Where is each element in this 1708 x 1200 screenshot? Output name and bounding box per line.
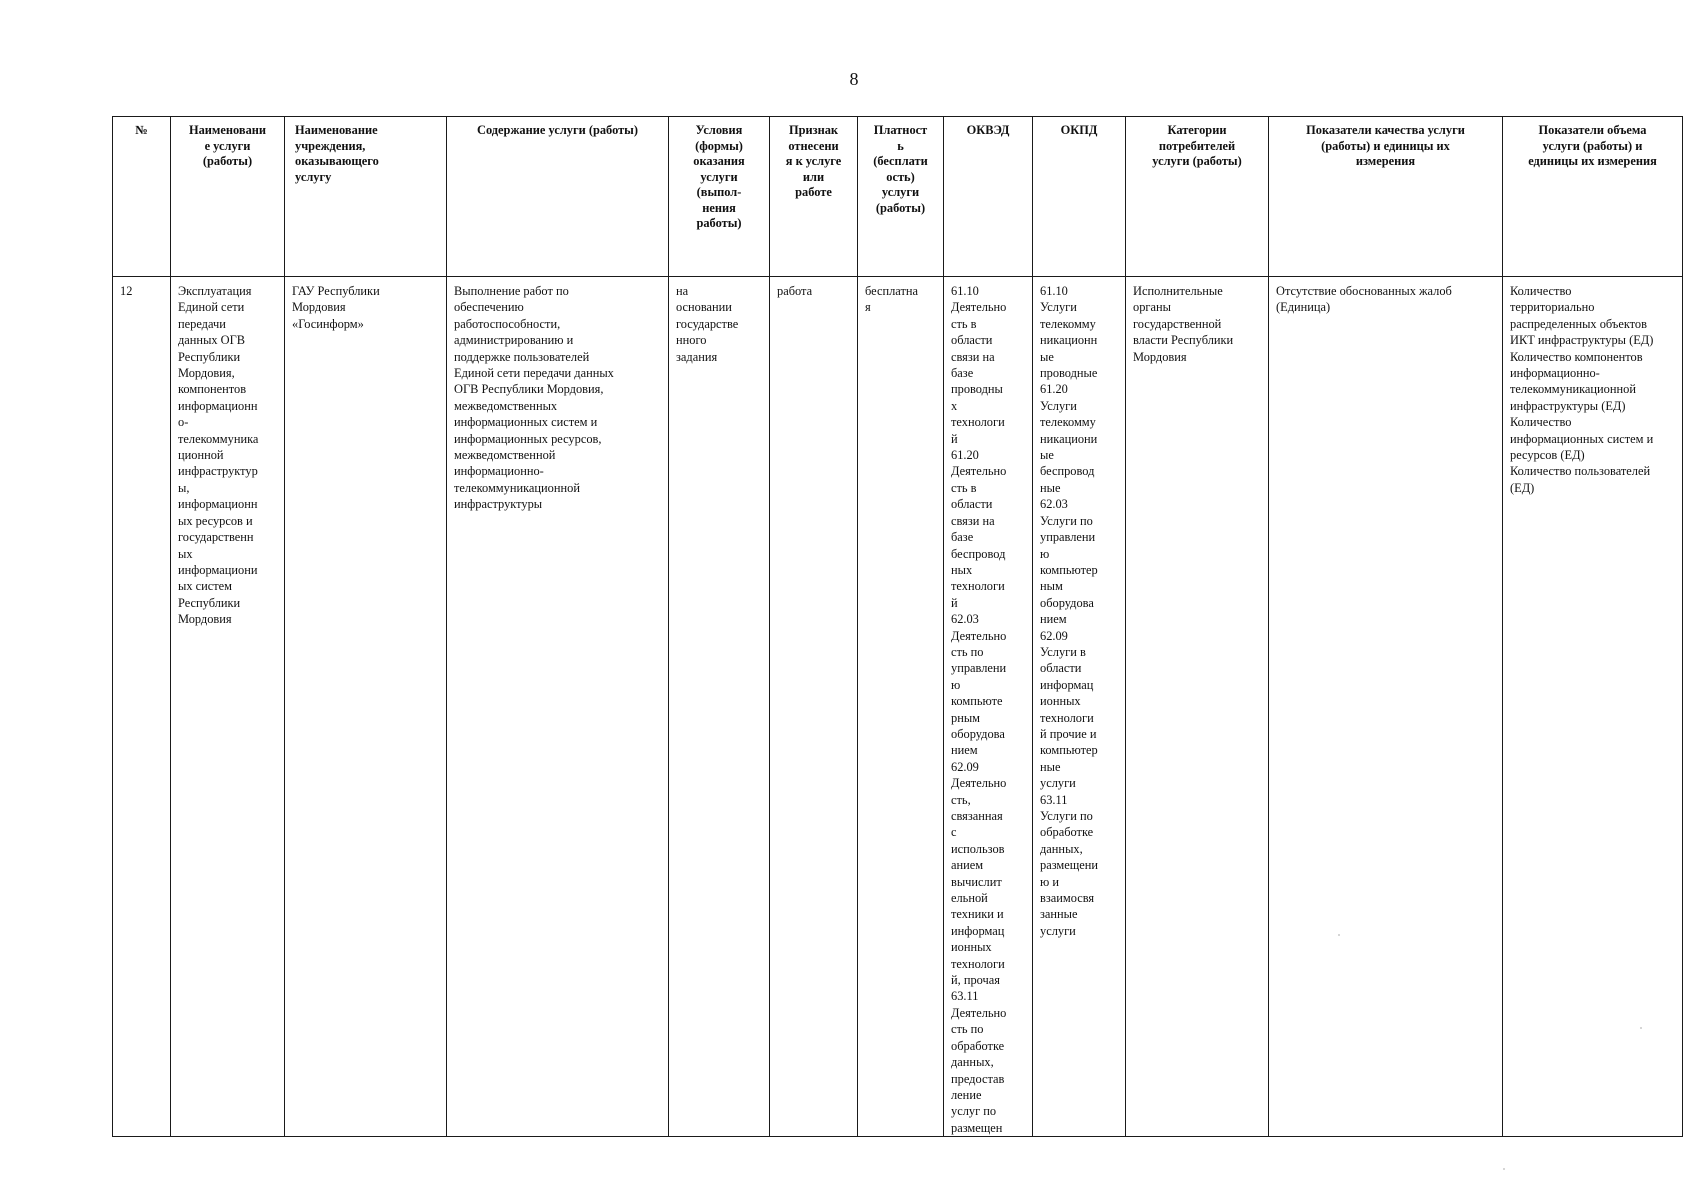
cell-text-line: нного: [676, 333, 707, 348]
cell-text: [951, 283, 1029, 1136]
cell-institution: [285, 277, 447, 1137]
cell-text: [295, 123, 446, 185]
cell-text-line: Мордовия: [292, 300, 346, 315]
cell-text-line: Мордовия: [1133, 349, 1187, 364]
header-quality: [1269, 117, 1503, 277]
cell-text-line: Деятельно: [951, 776, 1007, 791]
cell-text-line: Мордовия: [178, 612, 232, 627]
cell-payment: [858, 277, 944, 1137]
cell-text-line: (ЕД): [1510, 480, 1535, 495]
cell-text-line: потребителей: [1158, 138, 1236, 153]
cell-text-line: Деятельно: [951, 628, 1007, 643]
cell-text-line: (выпол-: [696, 185, 742, 199]
cell-text-line: Республики: [178, 349, 241, 364]
cell-text-line: Услуги: [1040, 300, 1077, 315]
cell-okpd: [1033, 277, 1126, 1137]
table-header-row: [113, 117, 1683, 277]
cell-text-line: Количество компонентов: [1510, 349, 1643, 364]
cell-text-line: измерения: [1355, 154, 1416, 168]
cell-text-line: беспровод: [951, 546, 1006, 561]
cell-text-line: распределенных объектов: [1510, 316, 1647, 331]
cell-text-line: Эксплуатация: [178, 284, 252, 298]
cell-text-line: сть,: [951, 792, 971, 807]
cell-text-line: информационных систем и: [454, 415, 598, 430]
cell-text-line: телекоммуникационной: [454, 480, 580, 495]
cell-text: [944, 123, 1032, 139]
header-payment: [858, 117, 944, 277]
cell-text-line: 61.20: [951, 448, 979, 463]
cell-text-line: Категории: [1167, 123, 1227, 137]
cell-text-line: инфраструктуры: [454, 497, 543, 512]
cell-text-line: е услуги: [204, 138, 251, 153]
cell-text-line: оказывающего: [295, 154, 379, 168]
cell-text: [1126, 123, 1268, 170]
cell-text-line: услуги: [881, 185, 920, 199]
cell-text: [1276, 283, 1499, 316]
cell-text-line: я: [865, 300, 871, 315]
cell-text-line: (формы): [695, 138, 743, 153]
cell-text-line: базе: [951, 530, 974, 545]
cell-text-line: информационных систем и: [1510, 431, 1654, 446]
cell-text-line: Показатели качества услуги: [1306, 123, 1465, 137]
cell-text-line: технологи: [1040, 710, 1094, 725]
cell-text-line: Содержание услуги (работы): [477, 123, 638, 137]
cell-text-line: ОГВ Республики Мордовия,: [454, 382, 604, 397]
cell-text-line: (работы) и единицы их: [1321, 138, 1450, 153]
cell-text-line: данных,: [1040, 841, 1083, 856]
cell-text-line: компьютер: [1040, 562, 1098, 577]
cell-text: [676, 283, 766, 365]
cell-text-line: услуг по: [951, 1104, 997, 1119]
cell-text-line: ых систем: [178, 579, 233, 594]
cell-text-line: Деятельно: [951, 300, 1007, 315]
cell-text-line: проводные: [1040, 366, 1098, 381]
cell-text-line: ионных: [1040, 694, 1081, 709]
cell-text-line: сть по: [951, 1022, 984, 1037]
cell-text-line: управлени: [1040, 530, 1096, 545]
table-row: [113, 277, 1683, 1137]
cell-text-line: услуги: [1040, 776, 1076, 791]
header-consumers: [1126, 117, 1269, 277]
cell-text: [777, 283, 854, 299]
cell-text-line: ю: [951, 677, 961, 692]
cell-text-line: 62.09: [951, 759, 979, 774]
cell-text-line: о-: [178, 415, 189, 430]
cell-text-line: 62.03: [951, 612, 979, 627]
cell-text-line: сть в: [951, 480, 977, 495]
cell-text-line: вычислит: [951, 874, 1002, 889]
cell-text-line: работоспособности,: [454, 316, 561, 331]
cell-text-line: №: [135, 123, 148, 137]
header-okved: [944, 117, 1033, 277]
cell-text-line: Деятельно: [951, 1005, 1007, 1020]
cell-text-line: ы,: [178, 480, 190, 495]
cell-text-line: (работы): [875, 200, 926, 215]
cell-text-line: использов: [951, 841, 1005, 856]
cell-text-line: или: [802, 169, 825, 184]
cell-text-line: размещен: [951, 1120, 1003, 1135]
cell-text: [1033, 123, 1125, 139]
cell-text-line: нием: [951, 743, 978, 758]
cell-text-line: Наименование: [295, 123, 378, 137]
cell-text-line: ых: [178, 546, 193, 561]
cell-text-line: работе: [795, 185, 832, 199]
services-table: [112, 116, 1683, 1137]
cell-text-line: передачи: [178, 316, 226, 331]
cell-text-line: й, прочая: [951, 973, 1000, 988]
header-okpd: [1033, 117, 1126, 277]
header-service-name: [171, 117, 285, 277]
cell-text-line: области: [951, 497, 993, 512]
cell-text: [1503, 123, 1682, 170]
cell-text-line: Платност: [873, 123, 928, 137]
scan-speck: [1503, 1168, 1505, 1170]
cell-text-line: Количество пользователей: [1510, 464, 1651, 479]
cell-text-line: взаимосвя: [1040, 891, 1095, 906]
cell-text-line: ные: [1040, 759, 1061, 774]
cell-text-line: 63.11: [951, 989, 979, 1004]
header-conditions: [669, 117, 770, 277]
cell-text-line: данных,: [951, 1055, 994, 1070]
cell-text-line: ОКВЭД: [966, 123, 1010, 137]
header-institution: [285, 117, 447, 277]
cell-text-line: 61.10: [951, 284, 979, 298]
cell-text-line: Показатели объема: [1538, 123, 1647, 137]
cell-text-line: инфраструктуры (ЕД): [1510, 398, 1626, 413]
cell-text-line: бесплатна: [865, 284, 918, 298]
cell-text-line: Услуги по: [1040, 513, 1093, 528]
cell-text-line: занные: [1040, 907, 1078, 922]
cell-text-line: проводны: [951, 382, 1003, 397]
cell-service-name: [171, 277, 285, 1137]
cell-text-line: инфраструктур: [178, 464, 258, 479]
cell-text-line: ионных: [951, 940, 992, 955]
cell-number: [113, 277, 171, 1137]
cell-text: [120, 283, 167, 299]
cell-text-line: 61.20: [1040, 382, 1068, 397]
cell-text-line: услуги: [1040, 923, 1076, 938]
cell-text-line: работы): [696, 216, 742, 230]
cell-text-line: Единой сети: [178, 300, 245, 315]
cell-text-line: ые: [1040, 349, 1054, 364]
cell-text-line: никационн: [1040, 333, 1098, 348]
cell-text-line: ю и: [1040, 874, 1059, 889]
cell-text-line: техники и: [951, 907, 1004, 922]
cell-text-line: ельной: [951, 891, 988, 906]
cell-text-line: Мордовия,: [178, 366, 235, 381]
cell-text-line: компьютер: [1040, 743, 1098, 758]
cell-text-line: никациони: [1040, 431, 1098, 446]
cell-text-line: ОКПД: [1060, 123, 1098, 137]
cell-text: [171, 123, 284, 170]
cell-okved: [944, 277, 1033, 1137]
cell-text-line: Услуги в: [1040, 644, 1086, 659]
cell-text: [447, 123, 668, 139]
cell-text-line: й прочие и: [1040, 726, 1097, 741]
cell-text-line: рным: [951, 710, 980, 725]
cell-text-line: информац: [1040, 677, 1094, 692]
cell-text-line: нения: [702, 200, 736, 215]
cell-text-line: компонентов: [178, 382, 247, 397]
cell-text-line: телекомму: [1040, 415, 1096, 430]
cell-text-line: х: [951, 398, 958, 413]
cell-text-line: работа: [777, 284, 813, 298]
cell-text-line: управлени: [951, 661, 1007, 676]
cell-text: [178, 283, 281, 628]
cell-text-line: базе: [951, 366, 974, 381]
cell-text-line: ость): [886, 169, 915, 184]
cell-text-line: Деятельно: [951, 464, 1007, 479]
cell-text-line: Количество: [1510, 415, 1572, 430]
cell-text: [113, 123, 170, 139]
cell-text-line: размещени: [1040, 858, 1099, 873]
cell-text-line: ые: [1040, 448, 1054, 463]
cell-text-line: Услуги: [1040, 398, 1077, 413]
cell-text-line: государственн: [178, 530, 254, 545]
cell-text-line: ление: [951, 1087, 982, 1102]
cell-text-line: беспровод: [1040, 464, 1095, 479]
cell-text-line: обеспечению: [454, 300, 524, 315]
cell-text-line: основании: [676, 300, 732, 315]
cell-text-line: ь: [897, 138, 904, 153]
cell-text: [669, 123, 769, 232]
cell-text-line: услуги (работы): [1152, 154, 1242, 168]
cell-text-line: телекоммуникационной: [1510, 382, 1636, 397]
cell-text-line: Условия: [695, 123, 743, 137]
cell-text-line: информационных ресурсов,: [454, 431, 602, 446]
cell-text-line: данных ОГВ: [178, 333, 246, 348]
cell-text-line: я к услуге: [785, 154, 842, 168]
cell-text-line: 62.03: [1040, 497, 1068, 512]
cell-text-line: «Госинформ»: [292, 316, 364, 331]
cell-text-line: области: [1040, 661, 1082, 676]
cell-text-line: территориально: [1510, 300, 1595, 315]
cell-text-line: Республики: [178, 595, 241, 610]
cell-text-line: анием: [951, 858, 984, 873]
cell-content: [447, 277, 669, 1137]
cell-text-line: поддержке пользователей: [454, 349, 590, 364]
cell-text: [1510, 283, 1679, 496]
cell-text-line: 12: [120, 284, 133, 298]
cell-text-line: власти Республики: [1133, 333, 1234, 348]
cell-text-line: 62.09: [1040, 628, 1068, 643]
cell-attribute: [770, 277, 858, 1137]
cell-text-line: отнесени: [788, 138, 839, 153]
cell-text-line: органы: [1133, 300, 1171, 315]
page-number: 8: [849, 69, 859, 89]
cell-text-line: телекомму: [1040, 316, 1096, 331]
cell-text-line: информационн: [178, 497, 258, 512]
cell-text-line: Выполнение работ по: [454, 284, 569, 298]
scan-speck: [1338, 934, 1340, 936]
cell-text-line: оказания: [693, 154, 745, 168]
cell-text-line: информационн: [178, 398, 258, 413]
cell-text-line: межведомственных: [454, 398, 558, 413]
cell-text-line: нием: [1040, 612, 1067, 627]
cell-text-line: администрированию и: [454, 333, 574, 348]
cell-text-line: сть по: [951, 644, 984, 659]
cell-conditions: [669, 277, 770, 1137]
cell-text-line: ю: [1040, 546, 1050, 561]
cell-text-line: связи на: [951, 349, 995, 364]
cell-text-line: информац: [951, 923, 1005, 938]
cell-text-line: ГАУ Республики: [292, 284, 380, 298]
cell-text-line: ых ресурсов и: [178, 513, 253, 528]
cell-text-line: Количество: [1510, 284, 1572, 298]
cell-text-line: технологи: [951, 956, 1005, 971]
cell-text-line: 61.10: [1040, 284, 1068, 298]
cell-text-line: межведомственной: [454, 448, 556, 463]
cell-text-line: единицы их измерения: [1528, 154, 1657, 168]
cell-text-line: учреждения,: [295, 138, 366, 153]
cell-text-line: информационно-: [454, 464, 544, 479]
header-volume: [1503, 117, 1683, 277]
cell-text-line: информационно-: [1510, 366, 1600, 381]
cell-quality: [1269, 277, 1503, 1137]
cell-text-line: оборудова: [1040, 595, 1094, 610]
header-number: [113, 117, 171, 277]
cell-text-line: ные: [1040, 480, 1061, 495]
cell-text-line: задания: [676, 349, 718, 364]
cell-text-line: (бесплати: [873, 154, 928, 168]
cell-text-line: технологи: [951, 415, 1005, 430]
cell-text-line: предостав: [951, 1071, 1005, 1086]
cell-text-line: й: [951, 595, 958, 610]
cell-text-line: сть в: [951, 316, 977, 331]
cell-text-line: Исполнительные: [1133, 284, 1223, 298]
cell-text: [1040, 283, 1122, 939]
cell-text: [865, 283, 940, 316]
cell-text-line: на: [676, 284, 689, 298]
cell-text-line: 63.11: [1040, 792, 1068, 807]
cell-consumers: [1126, 277, 1269, 1137]
cell-text-line: связанная: [951, 809, 1003, 823]
cell-text-line: Отсутствие обоснованных жалоб: [1276, 284, 1452, 298]
cell-text-line: услуги (работы) и: [1542, 138, 1643, 153]
cell-text-line: компьюте: [951, 694, 1003, 709]
cell-text: [454, 283, 665, 513]
cell-text-line: с: [951, 825, 957, 840]
cell-text-line: (работы): [202, 154, 253, 168]
cell-text-line: ИКТ инфраструктуры (ЕД): [1510, 333, 1654, 348]
cell-text-line: Единой сети передачи данных: [454, 366, 614, 381]
cell-text-line: й: [951, 431, 958, 446]
cell-text-line: услугу: [295, 169, 332, 184]
cell-volume: [1503, 277, 1683, 1137]
cell-text-line: обработке: [951, 1038, 1005, 1053]
cell-text-line: оборудова: [951, 726, 1005, 741]
cell-text-line: ным: [1040, 579, 1063, 594]
scan-speck: [1640, 1027, 1642, 1029]
cell-text: [770, 123, 857, 201]
cell-text-line: государственной: [1133, 316, 1222, 331]
cell-text: [858, 123, 943, 216]
cell-text-line: обработке: [1040, 825, 1094, 840]
cell-text-line: Признак: [788, 123, 839, 137]
cell-text: [292, 283, 443, 332]
cell-text-line: технологи: [951, 579, 1005, 594]
cell-text-line: связи на: [951, 513, 995, 528]
cell-text-line: информациони: [178, 562, 258, 577]
cell-text-line: услуги: [700, 169, 738, 184]
cell-text-line: ционной: [178, 448, 224, 463]
header-content: [447, 117, 669, 277]
cell-text-line: ресурсов (ЕД): [1510, 448, 1585, 463]
cell-text-line: Наименовани: [188, 123, 267, 137]
cell-text-line: (Единица): [1276, 300, 1331, 315]
cell-text: [1133, 283, 1265, 365]
cell-text-line: телекоммуника: [178, 431, 259, 446]
cell-text-line: ных: [951, 562, 973, 577]
header-attribute: [770, 117, 858, 277]
cell-text-line: государстве: [676, 316, 739, 331]
cell-text-line: Услуги по: [1040, 809, 1093, 823]
cell-text: [1269, 123, 1502, 170]
cell-text-line: области: [951, 333, 993, 348]
